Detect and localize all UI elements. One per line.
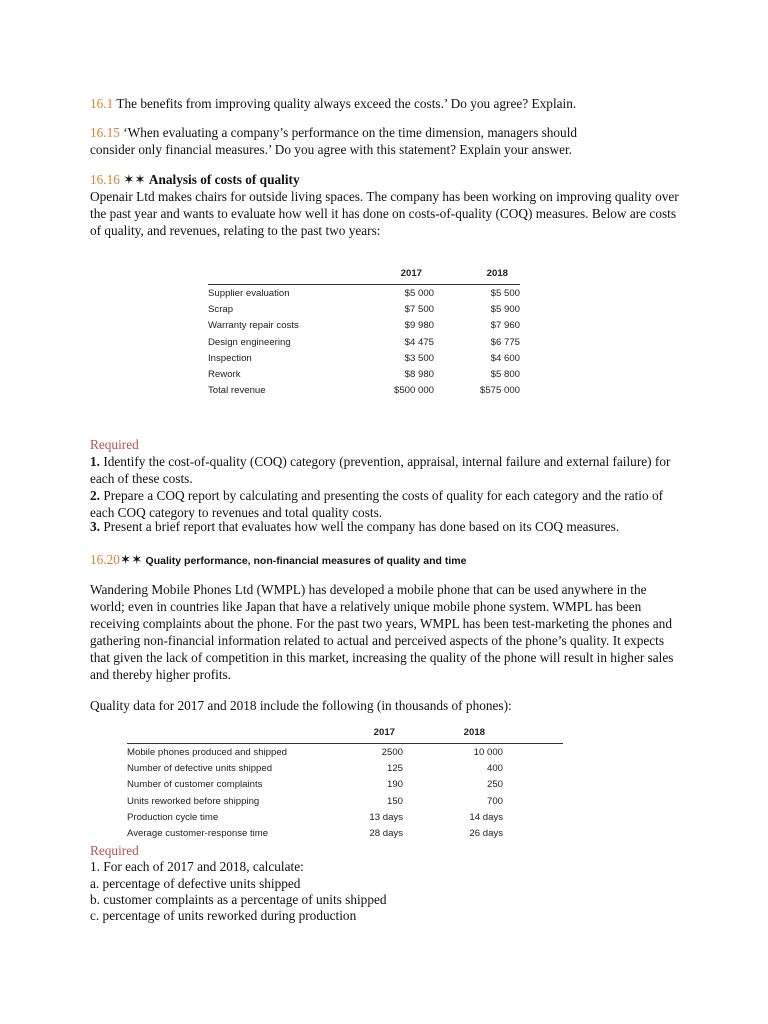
difficulty-stars: ✶✶ [123, 172, 146, 187]
question-16-15 [90, 124, 610, 158]
question-number: 16.16 [90, 172, 120, 187]
required-item-c: c. percentage of units reworked during production [90, 908, 357, 923]
table-header-row [127, 727, 563, 744]
table-row: Average customer-response time 28 days 26 days [127, 828, 503, 840]
question-title: Analysis of costs of quality [148, 172, 300, 187]
question-text: ‘When evaluating a company’s performance on the time dimension, managers should consider only financial measures.’ Do you agree with this statement? Explain your answer. [90, 125, 578, 157]
table-header-2017: 2017 [348, 268, 434, 285]
question-number: 16.20 [90, 552, 120, 567]
table-row: Scrap $7 500 $5 900 [208, 303, 520, 315]
required-item-1: 1. For each of 2017 and 2018, calculate: [90, 859, 304, 874]
table-row: Number of customer complaints 190 250 [127, 779, 503, 791]
required-label: Required [90, 437, 139, 452]
table-row: Warranty repair costs $9 980 $7 960 [208, 320, 520, 332]
required-item-b: b. customer complaints as a percentage of units shipped [90, 892, 387, 907]
question-16-20-data-intro: Quality data for 2017 and 2018 include the following (in thousands of phones): [90, 698, 512, 713]
table-header-label [208, 268, 348, 285]
required-item-a: a. percentage of defective units shipped [90, 876, 301, 891]
required-item-2: 2. Prepare a COQ report by calculating and presenting the costs of quality for each category and the ratio of each COQ category to revenues and total quality costs. [90, 488, 664, 520]
question-text: The benefits from improving quality always exceed the costs.’ Do you agree? Explain. [116, 96, 577, 111]
required-label: Required [90, 843, 139, 858]
question-16-16-intro: Openair Ltd makes chairs for outside living spaces. The company has been working on improving quality over the past year and wants to evaluate how well it has done on costs-of-quality (COQ) measures. Below are costs of quality, and revenues, relating to the past two years: [90, 189, 679, 238]
question-title: Quality performance, non-financial measures of quality and time [145, 555, 467, 567]
table-row: Supplier evaluation $5 000 $5 500 [208, 287, 520, 299]
table-header-label [127, 727, 337, 744]
table-row: Number of defective units shipped 125 400 [127, 762, 503, 774]
table-header-2017: 2017 [337, 727, 403, 744]
question-16-16-heading [90, 171, 680, 188]
question-number: 16.1 [90, 96, 114, 111]
difficulty-stars: ✶✶ [119, 552, 143, 567]
table-row: Total revenue $500 000 $575 000 [208, 385, 520, 397]
costs-of-quality-table [208, 268, 520, 399]
question-16-20-intro: Wandering Mobile Phones Ltd (WMPL) has developed a mobile phone that can be used anywhere in the world; even in countries like Japan that have a relatively unique mobile phone system. WMPL has been receiving complaints about the phone. For the past two years, WMPL has been test-marketing the phones and gathering non-financial information related to actual and perceived aspects of the phone’s quality. It expects that given the lack of competition in this market, increasing the quality of the phone will result in higher sales and thereby higher profits. [90, 582, 674, 682]
table-row: Inspection $3 500 $4 600 [208, 352, 520, 364]
table-row: Units reworked before shipping 150 700 [127, 795, 503, 807]
question-16-20-heading [90, 551, 680, 570]
table-row: Production cycle time 13 days 14 days [127, 811, 503, 823]
table-row: Design engineering $4 475 $6 775 [208, 336, 520, 348]
question-number: 16.15 [90, 125, 120, 140]
table-header-2018: 2018 [403, 727, 503, 744]
table-row: Mobile phones produced and shipped 2500 10 000 [127, 746, 503, 758]
required-item-1: 1. Identify the cost-of-quality (COQ) category (prevention, appraisal, internal failure and external failure) for each of these costs. [90, 454, 671, 486]
table-header-2018: 2018 [434, 268, 520, 285]
table-row: Rework $8 980 $5 800 [208, 369, 520, 381]
quality-data-table [127, 727, 563, 842]
question-16-1 [90, 95, 680, 112]
required-item-3: 3. Present a brief report that evaluates how well the company has done based on its COQ measures. [90, 519, 620, 534]
table-header-row [208, 268, 520, 285]
